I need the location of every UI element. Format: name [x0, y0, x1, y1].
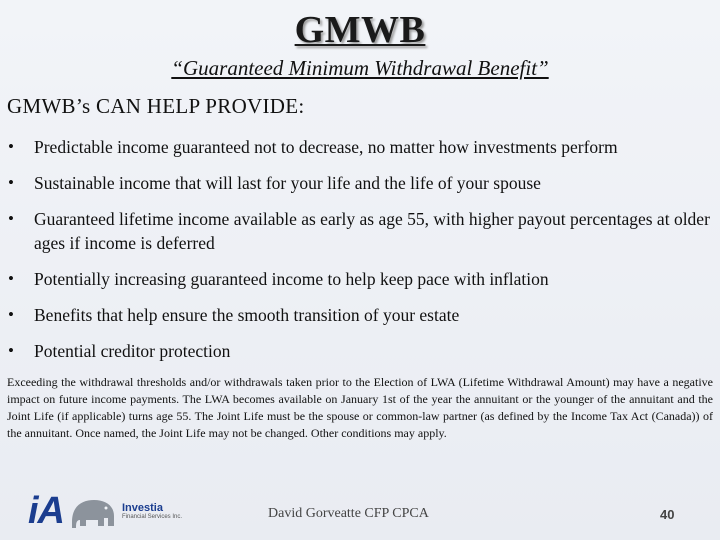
list-item-text: Sustainable income that will last for your life and the life of your spouse	[34, 173, 541, 193]
list-item	[8, 339, 713, 363]
list-item	[8, 135, 713, 159]
section-heading: GMWB’s CAN HELP PROVIDE:	[7, 94, 305, 118]
list-item	[8, 303, 713, 327]
ia-logo-text: iA	[28, 490, 64, 532]
list-item	[8, 267, 713, 291]
list-item-text: Benefits that help ensure the smooth transition of your estate	[34, 305, 460, 325]
list-item-text: Predictable income guaranteed not to decrease, no matter how investments perform	[34, 137, 618, 157]
list-item-text: Potential creditor protection	[34, 341, 231, 361]
presenter-name: David Gorveatte CFP CPCA	[268, 506, 429, 521]
page-number: 40	[660, 507, 675, 522]
bullet-icon: •	[8, 137, 14, 156]
slide-title: GMWB	[294, 9, 426, 51]
brand-name-block	[122, 502, 182, 520]
ia-investia-logo	[28, 490, 210, 532]
disclaimer-text: Exceeding the withdrawal thresholds and/or withdrawals taken prior to the Election of LWA (Lifetime Withdrawal Amount) may have a negative impact on future income payments. The LWA becomes available on January 1st of the year the annuitant or the younger of the annuitant and the Joint Life (if applicable) turns age 55. The Joint Life must be the spouse or common-law partner (as defined by the Income Tax Act (Canada)) of the annuitant. Once named, the Joint Life may not be changed. Other conditions may apply.	[7, 375, 713, 440]
bullet-icon: •	[8, 269, 14, 288]
elephant-icon	[66, 492, 118, 530]
bullet-icon: •	[8, 341, 14, 360]
list-item-text: Potentially increasing guaranteed income to help keep pace with inflation	[34, 269, 549, 289]
brand-subtitle: Financial Services Inc.	[122, 514, 183, 520]
list-item-text: Guaranteed lifetime income available as early as age 55, with higher payout percentages at older ages if income is deferred	[34, 209, 710, 253]
list-item	[8, 171, 713, 195]
bullet-icon: •	[8, 305, 14, 324]
list-item	[8, 207, 713, 255]
bullet-icon: •	[8, 209, 14, 228]
brand-name: Investia	[122, 502, 163, 514]
slide-subtitle: “Guaranteed Minimum Withdrawal Benefit”	[171, 56, 549, 80]
bullet-icon: •	[8, 173, 14, 192]
